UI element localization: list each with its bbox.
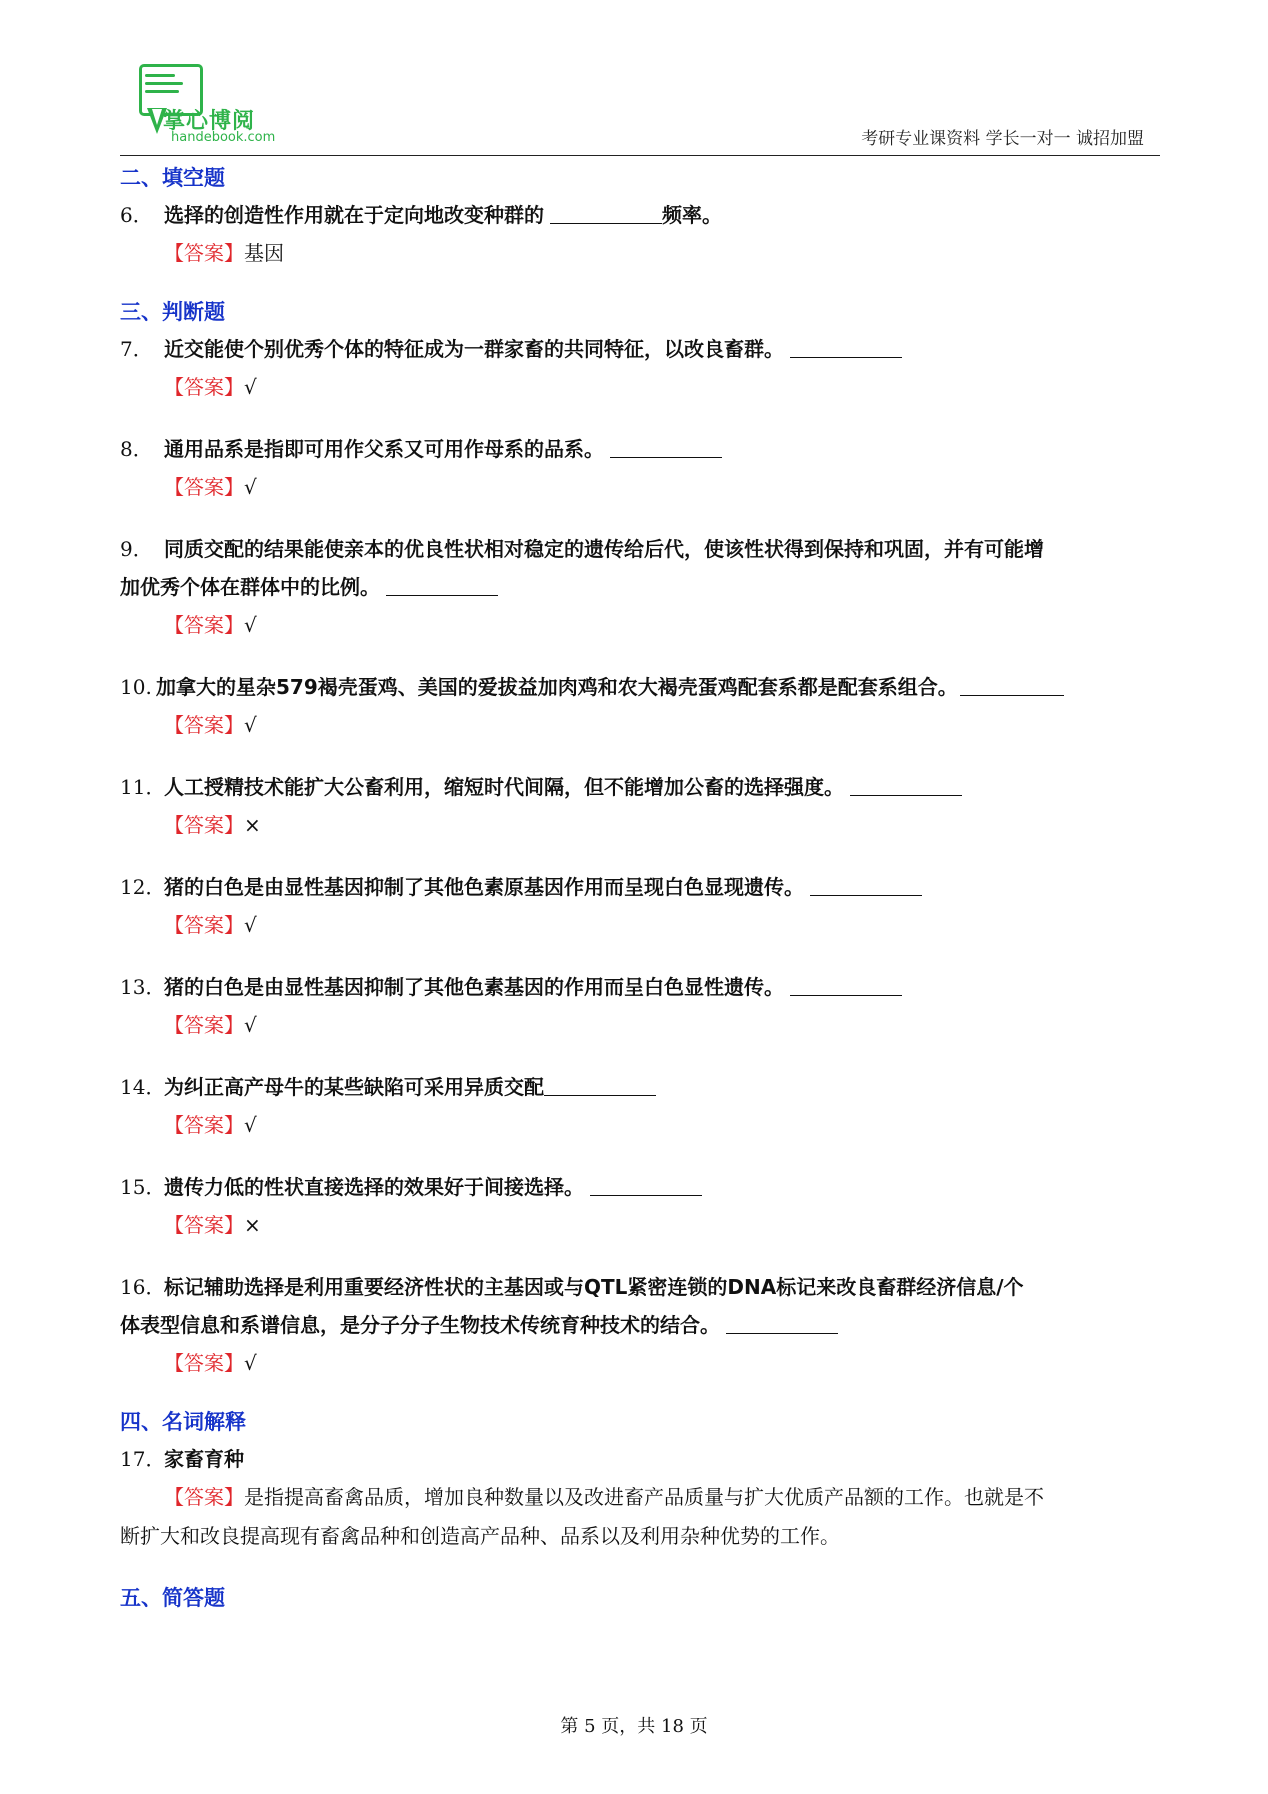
question-14: 14．为纠正高产母牛的某些缺陷可采用异质交配 — [120, 1068, 1160, 1106]
answer-12: 【答案】√ — [164, 913, 257, 937]
question-6: 6． 选择的创造性作用就在于定向地改变种群的 频率。 — [120, 203, 722, 227]
answer-blank — [960, 675, 1064, 696]
header-tagline: 考研专业课资料 学长一对一 诚招加盟 — [861, 129, 1144, 149]
question-10: 10. 加拿大的星杂579褐壳蛋鸡、美国的爱拔益加肉鸡和农大褐壳蛋鸡配套系都是配套系组合。 — [120, 668, 1160, 706]
question-9: 9． 同质交配的结果能使亲本的优良性状相对稳定的遗传给后代，使该性状得到保持和巩固，并有可能增 — [120, 537, 1044, 561]
answer-11: 【答案】× — [164, 813, 261, 837]
answer-blank — [590, 1175, 702, 1196]
section-heading-short: 五、简答题 — [120, 1586, 225, 1610]
section-heading-fill: 二、填空题 — [120, 166, 225, 190]
answer-blank — [810, 875, 922, 896]
question-11: 11．人工授精技术能扩大公畜利用，缩短时代间隔，但不能增加公畜的选择强度。 — [120, 768, 1160, 806]
question-16-cont: 体表型信息和系谱信息，是分子分子生物技术传统育种技术的结合。 — [120, 1306, 1160, 1344]
answer-blank — [850, 775, 962, 796]
logo — [135, 60, 285, 150]
page-content — [120, 160, 1160, 1616]
logo-line — [145, 90, 179, 93]
question-7: 7． 近交能使个别优秀个体的特征成为一群家畜的共同特征，以改良畜群。 — [120, 330, 1160, 368]
answer-10: 【答案】√ — [164, 713, 257, 737]
question-8: 8． 通用品系是指即可用作父系又可用作母系的品系。 — [120, 430, 1160, 468]
answer-16: 【答案】√ — [164, 1351, 257, 1375]
question-13: 13．猪的白色是由显性基因抑制了其他色素基因的作用而呈白色显性遗传。 — [120, 968, 1160, 1006]
answer-7: 【答案】√ — [164, 375, 257, 399]
logo-line — [145, 82, 183, 85]
answer-blank — [726, 1313, 838, 1334]
header-divider — [120, 155, 1160, 156]
answer-8: 【答案】√ — [164, 475, 257, 499]
answer-17: 【答案】是指提高畜禽品质，增加良种数量以及改进畜产品质量与扩大优质产品额的工作。也就是不 — [164, 1485, 1044, 1509]
logo-url: handebook.com — [171, 130, 276, 145]
answer-15: 【答案】× — [164, 1213, 261, 1237]
answer-14: 【答案】√ — [164, 1113, 257, 1137]
question-17: 17．家畜育种 — [120, 1447, 244, 1471]
section-heading-judge: 三、判断题 — [120, 300, 225, 324]
question-9-cont: 加优秀个体在群体中的比例。 — [120, 568, 1160, 606]
answer-blank — [550, 203, 662, 224]
page-number: 第 5 页，共 18 页 — [560, 1716, 708, 1737]
question-12: 12．猪的白色是由显性基因抑制了其他色素原基因作用而呈现白色显现遗传。 — [120, 868, 1160, 906]
question-16: 16．标记辅助选择是利用重要经济性状的主基因或与QTL紧密连锁的DNA标记来改良畜群经济信息/个 — [120, 1275, 1024, 1299]
logo-line — [145, 74, 175, 77]
answer-blank — [386, 575, 498, 596]
logo-text: 掌心博阅 — [163, 109, 256, 134]
answer-6: 【答案】基因 — [164, 241, 284, 265]
answer-17-cont: 断扩大和改良提高现有畜禽品种和创造高产品种、品系以及利用杂种优势的工作。 — [120, 1524, 840, 1548]
answer-blank — [544, 1075, 656, 1096]
answer-blank — [610, 437, 722, 458]
question-15: 15．遗传力低的性状直接选择的效果好于间接选择。 — [120, 1168, 1160, 1206]
section-heading-term: 四、名词解释 — [120, 1410, 246, 1434]
answer-9: 【答案】√ — [164, 613, 257, 637]
answer-13: 【答案】√ — [164, 1013, 257, 1037]
answer-blank — [790, 975, 902, 996]
answer-blank — [790, 337, 902, 358]
